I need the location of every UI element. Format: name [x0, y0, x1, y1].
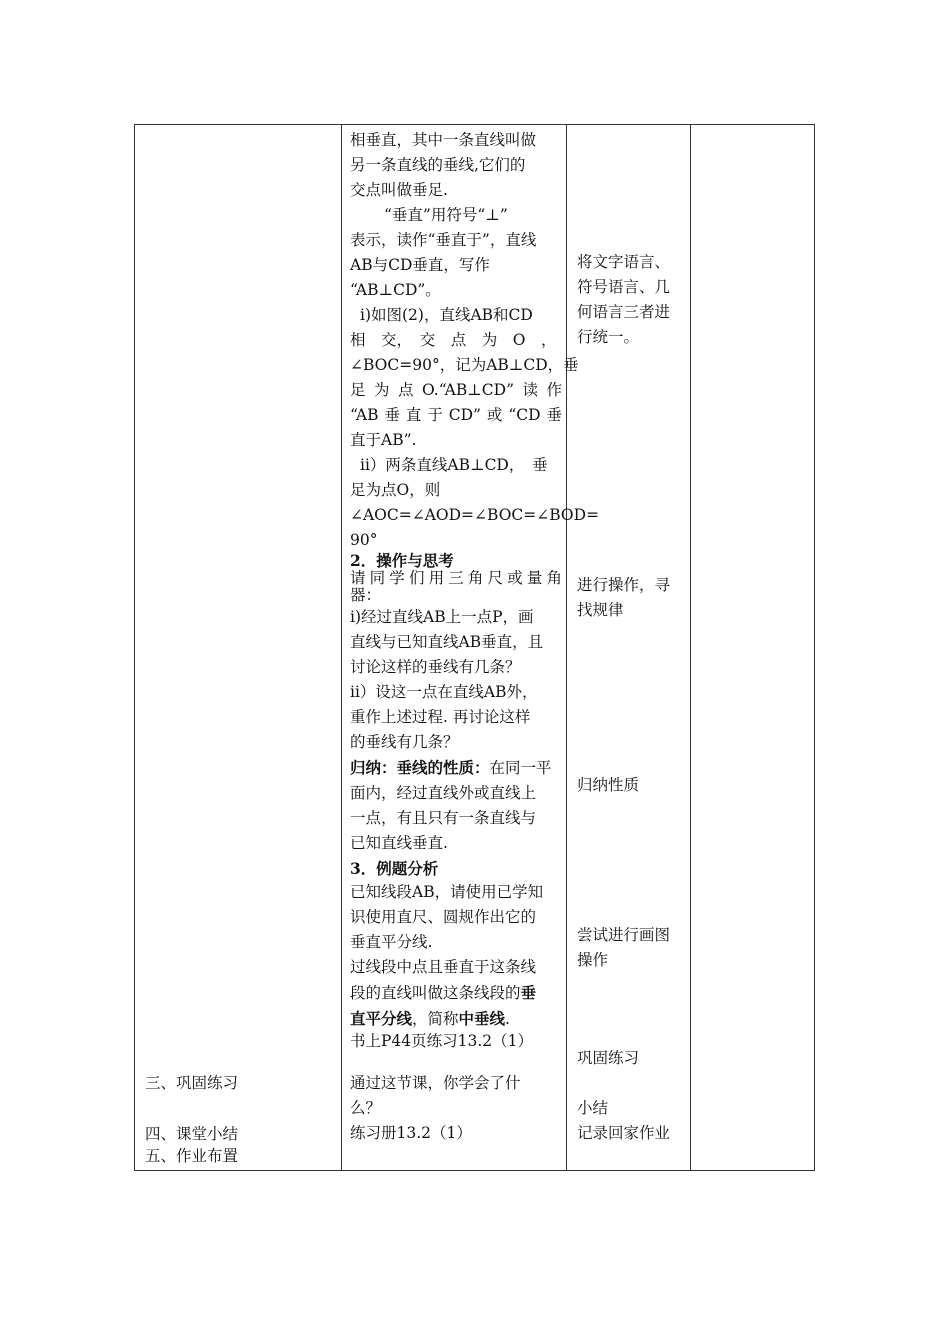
content-block-example: [350, 858, 562, 1050]
property-summary-line: [350, 755, 562, 781]
homework-reference: 练习册13.2（1）: [350, 1124, 472, 1142]
text-line: 面内，经过直线外或直线上: [350, 784, 537, 802]
term-bold: 直平分线: [350, 1009, 413, 1028]
text-line: 讨论这样的垂线有几条？: [350, 658, 521, 676]
text-line: 归纳性质: [577, 776, 640, 794]
text-line: ⅰ)经过直线AB上一点P，画: [350, 608, 534, 626]
text-line: ⅰ)如图(2)，直线AB和CD: [360, 306, 533, 324]
text-line: 通过这节课，你学会了什: [350, 1074, 521, 1092]
text-line: 找规律: [577, 601, 624, 619]
content-block-operation: [350, 551, 562, 856]
text-line: 符号语言、几: [577, 278, 671, 296]
text-line: 器：: [350, 586, 382, 604]
column-divider-2: [566, 125, 567, 1170]
content-block-summary: [350, 1071, 562, 1146]
activity-block-summary: [577, 1096, 689, 1146]
text-line: 已知线段AB，请使用已学知: [350, 883, 544, 901]
text-line: 足为点O，则: [350, 481, 441, 499]
term-bold: 垂: [520, 983, 537, 1002]
text-line: 直线与已知直线AB垂直，且: [350, 633, 544, 651]
text-line: ⅱ）两条直线AB⊥CD， 垂: [360, 456, 548, 474]
text-line: 尝试进行画图: [577, 926, 671, 944]
activity-block-unify: [577, 250, 689, 350]
text-line: 一点，有且只有一条直线与: [350, 809, 537, 827]
text-line: 小结: [577, 1099, 609, 1117]
text-line: AB与CD垂直，写作: [350, 256, 490, 274]
text-fragment: .: [505, 1010, 510, 1028]
text-line: [350, 1006, 562, 1032]
stage-cell: [145, 1122, 238, 1169]
text-line: 的垂线有几条？: [350, 733, 459, 751]
stage-summary: 四、课堂小结: [145, 1125, 239, 1143]
property-label: 归纳：垂线的性质：: [350, 758, 490, 777]
text-line: 直于AB”.: [350, 431, 417, 449]
activity-block-operate: [577, 573, 689, 623]
exercise-reference: 书上P44页练习13.2（1）: [350, 1032, 534, 1050]
text-line: ⅱ）设这一点在直线AB外，: [350, 683, 538, 701]
text-line: 表示，读作“垂直于”，直线: [350, 231, 537, 249]
column-divider-1: [341, 125, 342, 1170]
text-line: 已知直线垂直.: [350, 834, 448, 852]
column-divider-3: [690, 125, 691, 1170]
activity-block-practice: [577, 1046, 689, 1071]
text-fragment: 段的直线叫做这条线段的: [350, 984, 521, 1002]
text-line: 进行操作，寻: [577, 576, 671, 594]
text-line: “垂直”用符号“⊥”: [384, 206, 508, 224]
text-line: 交点叫做垂足.: [350, 181, 448, 199]
text-line: 垂直平分线.: [350, 933, 433, 951]
text-line: 90°: [350, 531, 378, 549]
activity-block-draw: [577, 923, 689, 973]
text-line: 过线段中点且垂直于这条线: [350, 958, 537, 976]
text-line: 操作: [577, 951, 609, 969]
text-line: 记录回家作业: [577, 1124, 671, 1142]
stage-cell: [145, 1071, 238, 1096]
stage-homework: 五、作业布置: [145, 1147, 239, 1165]
text-fragment: ，简称: [412, 1010, 459, 1028]
text-line: 相 交， 交 点 为 O ，: [350, 331, 557, 349]
text-line: “AB⊥CD”。: [350, 281, 441, 299]
lesson-table: [134, 124, 815, 1171]
text-line: [350, 980, 562, 1006]
text-line: 么？: [350, 1099, 382, 1117]
text-line: 何语言三者进: [577, 303, 671, 321]
text-line: ∠BOC=90°，记为AB⊥CD，垂: [350, 356, 579, 374]
text-line: 巩固练习: [577, 1049, 640, 1067]
text-line: 足为点O.“AB⊥CD”读作: [350, 381, 562, 399]
text-line: 重作上述过程. 再讨论这样: [350, 708, 531, 726]
text-line: 另一条直线的垂线,它们的: [350, 156, 526, 174]
text-line: ∠AOC=∠AOD=∠BOC=∠BOD=: [350, 506, 600, 524]
text-fragment: 在同一平: [489, 759, 552, 777]
text-line: 识使用直尺、圆规作出它的: [350, 908, 537, 926]
activity-block-induce: [577, 773, 689, 798]
content-block-definition: [350, 128, 600, 553]
stage-consolidation: 三、巩固练习: [145, 1074, 239, 1092]
text-line: 相垂直，其中一条直线叫做: [350, 131, 537, 149]
term-bold: 中垂线: [458, 1009, 506, 1028]
text-line: “AB垂直于CD”或“CD垂: [350, 406, 562, 424]
text-line: 将文字语言、: [577, 253, 671, 271]
section-heading-2: 2．操作与思考: [350, 551, 454, 570]
section-heading-3: 3．例题分析: [350, 859, 439, 878]
text-line: 请同学们用三角尺或量角: [350, 569, 562, 587]
text-line: 行统一。: [577, 328, 640, 346]
